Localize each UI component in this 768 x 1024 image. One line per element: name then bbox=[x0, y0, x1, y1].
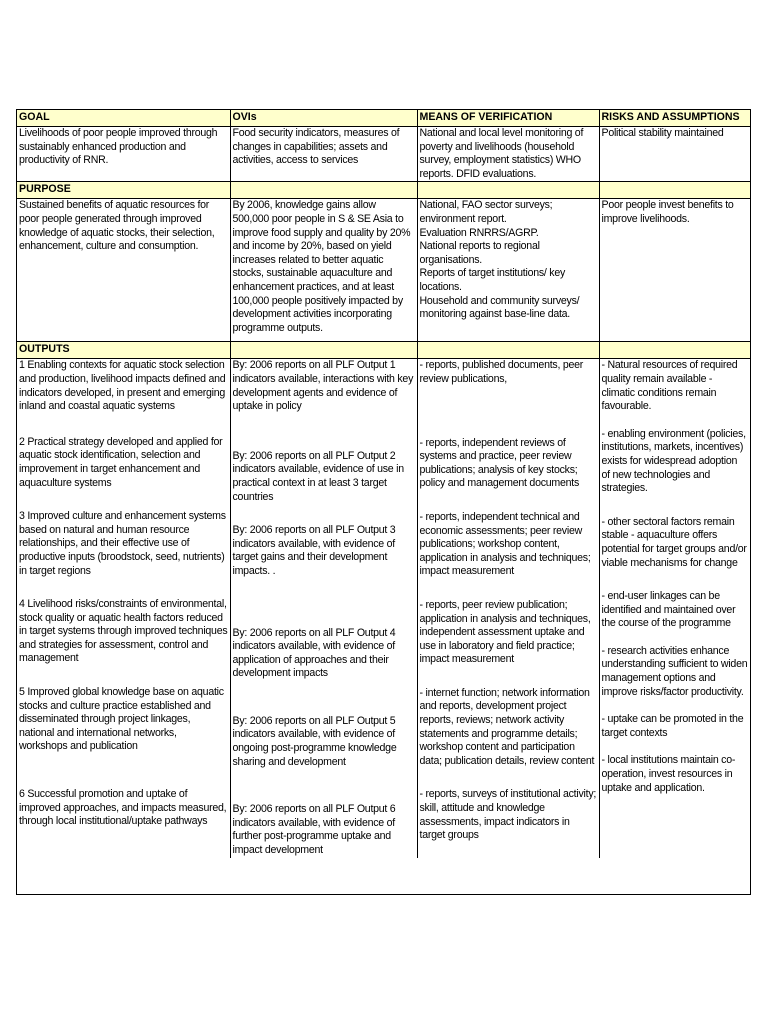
outputs-col-ovis bbox=[230, 359, 417, 858]
output-6-verification: - reports, surveys of institutional activity; skill, attitude and knowledge assessments, impact indicators in target groups bbox=[419, 788, 597, 842]
purpose-row bbox=[17, 199, 750, 342]
outputs-header-blank-3 bbox=[417, 342, 599, 359]
goal-verification-text: National and local level monitoring of poverty and livelihoods (household survey, employment statistics) WHO reports. DFID evaluations. bbox=[419, 127, 584, 180]
output-2-ovis: By: 2006 reports on all PLF Output 2 indicators available, evidence of use in practical context in at least 3 target countries bbox=[232, 449, 404, 503]
goal-row bbox=[17, 127, 750, 182]
risk-7: - local institutions maintain co-operation, invest resources in uptake and application. bbox=[601, 754, 736, 794]
goal-statement bbox=[17, 127, 230, 182]
output-2-text: 2 Practical strategy developed and applied for aquatic stock identification, selection and improvement in target enhancement and aquaculture systems bbox=[19, 435, 223, 489]
header-means-of-verification: MEANS OF VERIFICATION bbox=[417, 110, 599, 127]
outputs-col-goal bbox=[17, 359, 230, 858]
output-3-text: 3 Improved culture and enhancement systems based on natural and human resource relationships, and their effective use of productive inputs (broodstock, seed, nutrients) in target regions bbox=[19, 510, 226, 577]
header-risks-and-assumptions: RISKS AND ASSUMPTIONS bbox=[599, 110, 750, 127]
output-1-text: 1 Enabling contexts for aquatic stock selection and production, livelihood impacts defined and indicators developed, in present and emerging inland and coastal aquatic systems bbox=[19, 359, 226, 413]
output-5-verification: - internet function; network information and reports, development project reports, reviews; network activity statements and programme details; workshop content and participation data; publication details, review content bbox=[419, 686, 595, 767]
header-goal: GOAL bbox=[17, 110, 230, 127]
outputs-col-verification bbox=[417, 359, 599, 858]
risk-6: - uptake can be promoted in the target contexts bbox=[601, 713, 744, 739]
purpose-header-blank-3 bbox=[417, 182, 599, 199]
purpose-risks-text: Poor people invest benefits to improve livelihoods. bbox=[601, 199, 734, 225]
outputs-label: OUTPUTS bbox=[17, 342, 230, 359]
logframe-table bbox=[16, 109, 751, 895]
output-4-text: 4 Livelihood risks/constraints of environmental, stock quality or aquatic health factors reduced in target systems through improved techniques and strategies for assessment, control and management bbox=[19, 598, 228, 665]
goal-verification bbox=[417, 127, 599, 182]
output-5-ovis: By: 2006 reports on all PLF Output 5 indicators available, with evidence of ongoing post-programme knowledge sharing and development bbox=[232, 714, 397, 768]
risk-4: - end-user linkages can be identified and maintained over the course of the programme bbox=[601, 590, 736, 630]
purpose-ovis bbox=[230, 199, 417, 342]
output-4-ovis: By: 2006 reports on all PLF Output 4 indicators available, with evidence of application of approaches and their development impacts bbox=[232, 626, 396, 680]
outputs-header-blank-4 bbox=[599, 342, 750, 359]
risk-3: - other sectoral factors remain stable - aquaculture offers potential for target groups and/or viable mechanisms for change bbox=[601, 515, 747, 569]
risk-2: - enabling environment (policies, institutions, markets, incentives) exists for widespread adoption of new technologies and strategies. bbox=[601, 427, 746, 495]
purpose-text: Sustained benefits of aquatic resources for poor people generated through improved knowledge of aquatic stocks, their selection, enhancement, culture and consumption. bbox=[19, 199, 215, 253]
purpose-verification-text: National, FAO sector surveys; environment report. Evaluation RNRRS/AGRP. National reports to regional organisations. Reports of target institutions/ key locations. Household and community surveys/ monitoring against base-line data. bbox=[419, 199, 580, 321]
output-3-ovis: By: 2006 reports on all PLF Output 3 indicators available, with evidence of target gains and their development impacts. . bbox=[232, 524, 396, 577]
goal-risks bbox=[599, 127, 750, 182]
outputs-header-blank-2 bbox=[230, 342, 417, 359]
risk-1: - Natural resources of required quality remain available - climatic conditions remain favourable. bbox=[601, 359, 738, 413]
purpose-header-row bbox=[17, 182, 750, 199]
goal-ovis-text: Food security indicators, measures of changes in capabilities; assets and activities, access to services bbox=[232, 127, 400, 167]
purpose-header-blank-4 bbox=[599, 182, 750, 199]
purpose-verification bbox=[417, 199, 599, 342]
output-1-verification: - reports, published documents, peer review publications, bbox=[419, 359, 584, 385]
output-6-text: 6 Successful promotion and uptake of improved approaches, and impacts measured, through local institutional/uptake pathways bbox=[19, 788, 227, 828]
output-4-verification: - reports, peer review publication; application in analysis and techniques, independent assessment uptake and use in laboratory and field practice; impact measurement bbox=[419, 598, 591, 666]
purpose-statement bbox=[17, 199, 230, 342]
output-3-verification: - reports, independent technical and economic assessments; peer review publications; workshop content, application in analysis and techniques; impact measurement bbox=[419, 510, 591, 578]
goal-ovis bbox=[230, 127, 417, 182]
risk-5: - research activities enhance understanding sufficient to widen management options and improve risks/factor productivity. bbox=[601, 644, 748, 698]
header-ovis: OVIs bbox=[230, 110, 417, 127]
goal-text: Livelihoods of poor people improved through sustainably enhanced production and productivity of RNR. bbox=[19, 127, 218, 167]
output-6-ovis: By: 2006 reports on all PLF Output 6 indicators available, with evidence of further post-programme uptake and impact development bbox=[232, 803, 396, 857]
output-2-verification: - reports, independent reviews of systems and practice, peer review publications; analysis of key stocks; policy and management documents bbox=[419, 436, 579, 490]
outputs-row bbox=[17, 359, 750, 858]
outputs-header-row bbox=[17, 342, 750, 359]
outputs-col-risks bbox=[599, 359, 750, 858]
output-1-ovis: By: 2006 reports on all PLF Output 1 indicators available, interactions with key development agents and evidence of uptake in policy bbox=[232, 359, 414, 413]
header-row bbox=[17, 110, 750, 127]
purpose-risks bbox=[599, 199, 750, 342]
goal-risks-text: Political stability maintained bbox=[601, 127, 724, 139]
output-5-text: 5 Improved global knowledge base on aquatic stocks and culture practice established and disseminated through project linkages, national and international networks, workshops and publication bbox=[19, 686, 224, 753]
purpose-ovis-text: By 2006, knowledge gains allow 500,000 poor people in S & SE Asia to improve food supply and quality by 20% and income by 20%, based on yield increases related to better aquatic stocks, sustainable aquaculture and enhancement practices, and at least 100,000 people positively impacted by development activities incorporating programme outputs. bbox=[232, 199, 411, 334]
purpose-header-blank-2 bbox=[230, 182, 417, 199]
purpose-label: PURPOSE bbox=[17, 182, 230, 199]
